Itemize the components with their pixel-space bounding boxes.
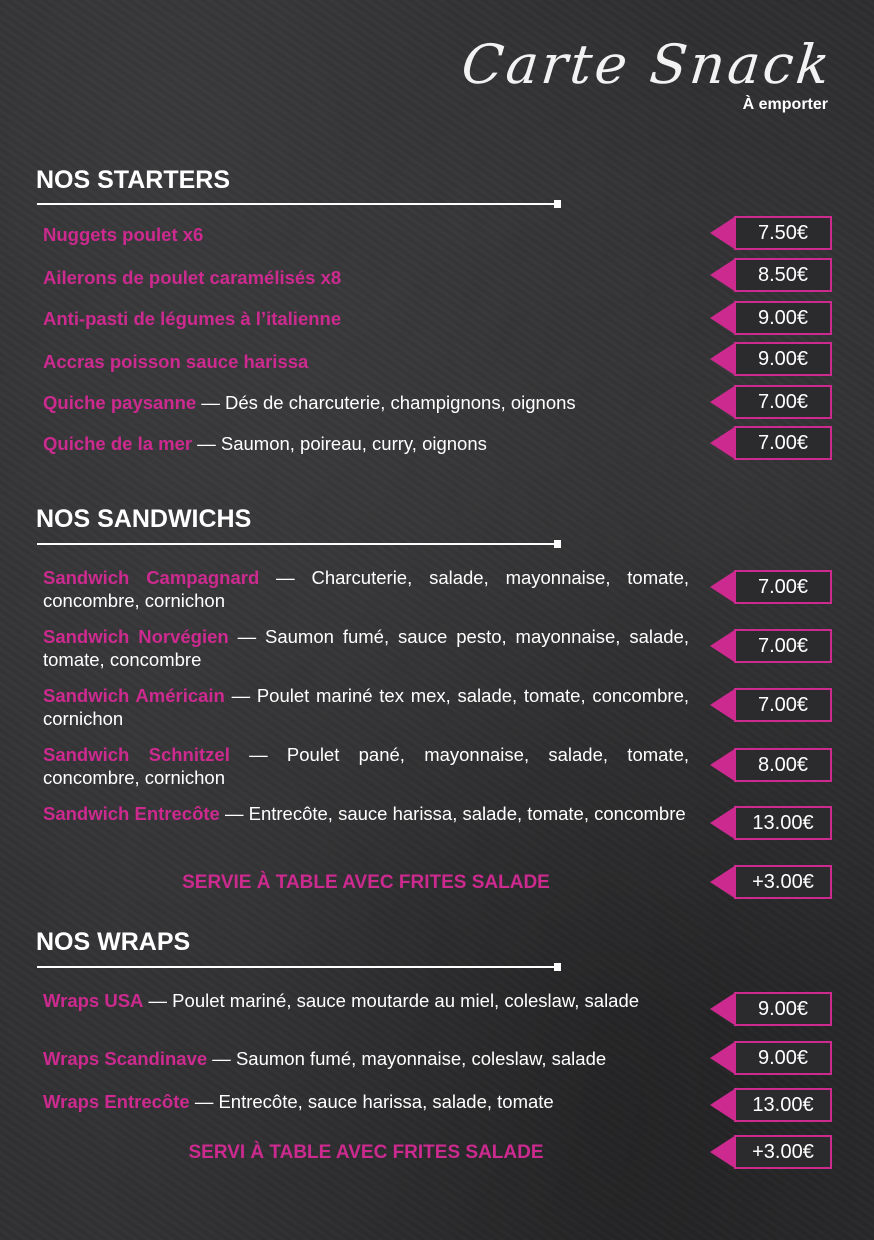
item-name: Nuggets poulet x6: [43, 224, 204, 245]
price-tag: [710, 216, 832, 250]
menu-item: [43, 802, 689, 825]
price-arrow-icon: [710, 385, 736, 419]
price-arrow-icon: [710, 258, 736, 292]
price-value: 7.00€: [734, 385, 832, 419]
price-value: 9.00€: [734, 301, 832, 335]
menu-item: [43, 1047, 689, 1070]
item-description: — Poulet pané, mayonnaise, salade, tomate, concombre, cornichon: [43, 744, 689, 788]
price-tag: [710, 301, 832, 335]
item-description: — Saumon fumé, mayonnaise, coleslaw, salade: [207, 1048, 607, 1069]
price-arrow-icon: [710, 216, 736, 250]
item-description: — Poulet mariné, sauce moutarde au miel, coleslaw, salade: [143, 990, 640, 1011]
price-arrow-icon: [710, 865, 736, 899]
item-description: — Saumon fumé, sauce pesto, mayonnaise, salade, tomate, concombre: [43, 626, 689, 670]
item-name: Wraps Entrecôte: [43, 1091, 190, 1112]
menu-item: [43, 989, 689, 1012]
menu-item: [43, 432, 689, 455]
price-arrow-icon: [710, 806, 736, 840]
price-tag: [710, 570, 832, 604]
logo: [458, 33, 836, 114]
item-description: — Saumon, poireau, curry, oignons: [192, 433, 487, 454]
price-arrow-icon: [710, 342, 736, 376]
price-arrow-icon: [710, 1135, 736, 1169]
item-description: — Charcuterie, salade, mayonnaise, tomate, concombre, cornichon: [43, 567, 689, 611]
section-divider: [37, 966, 557, 968]
item-name: Sandwich Campagnard: [43, 567, 260, 588]
price-value: +3.00€: [734, 865, 832, 899]
item-name: Quiche paysanne: [43, 392, 197, 413]
price-arrow-icon: [710, 1088, 736, 1122]
service-note: SERVIE À TABLE AVEC FRITES SALADE: [182, 872, 550, 893]
logo-title: Carte Snack: [458, 33, 836, 96]
section-title-wraps: NOS WRAPS: [36, 928, 191, 956]
price-value: 7.00€: [734, 570, 832, 604]
price-value: 8.50€: [734, 258, 832, 292]
price-tag: [710, 865, 832, 899]
service-note: SERVI À TABLE AVEC FRITES SALADE: [188, 1142, 544, 1163]
item-description: — Poulet mariné tex mex, salade, tomate, concombre, cornichon: [43, 685, 689, 729]
price-arrow-icon: [710, 301, 736, 335]
item-name: Quiche de la mer: [43, 433, 193, 454]
price-value: 7.00€: [734, 688, 832, 722]
section-title-sandwichs: NOS SANDWICHS: [36, 505, 252, 533]
menu-item: [43, 743, 689, 789]
price-tag: [710, 1041, 832, 1075]
menu-item: [43, 625, 689, 671]
price-tag: [710, 748, 832, 782]
price-tag: [710, 1135, 832, 1169]
menu-item: [43, 307, 689, 330]
menu-item: [43, 566, 689, 612]
price-tag: [710, 992, 832, 1026]
price-value: 13.00€: [734, 806, 832, 840]
price-arrow-icon: [710, 748, 736, 782]
menu-item: [43, 1090, 689, 1113]
section-divider: [37, 203, 557, 205]
price-value: 9.00€: [734, 1041, 832, 1075]
menu-item: [43, 350, 689, 373]
price-tag: [710, 385, 832, 419]
item-name: Sandwich Schnitzel: [43, 744, 230, 765]
menu-item: [43, 391, 689, 414]
price-tag: [710, 629, 832, 663]
item-name: Accras poisson sauce harissa: [43, 351, 309, 372]
item-name: Wraps Scandinave: [43, 1048, 208, 1069]
item-name: Wraps USA: [43, 990, 144, 1011]
section-divider: [37, 543, 557, 545]
item-name: Sandwich Entrecôte: [43, 803, 220, 824]
price-tag: [710, 342, 832, 376]
price-arrow-icon: [710, 570, 736, 604]
price-arrow-icon: [710, 992, 736, 1026]
price-value: 13.00€: [734, 1088, 832, 1122]
price-tag: [710, 1088, 832, 1122]
item-name: Sandwich Américain: [43, 685, 225, 706]
price-tag: [710, 806, 832, 840]
price-tag: [710, 426, 832, 460]
price-tag: [710, 688, 832, 722]
price-arrow-icon: [710, 629, 736, 663]
item-description: — Entrecôte, sauce harissa, salade, tomate: [189, 1091, 554, 1112]
item-description: — Dés de charcuterie, champignons, oignons: [196, 392, 576, 413]
price-value: 8.00€: [734, 748, 832, 782]
price-tag: [710, 258, 832, 292]
price-arrow-icon: [710, 688, 736, 722]
price-value: 7.00€: [734, 629, 832, 663]
price-value: 9.00€: [734, 342, 832, 376]
menu-item: [43, 266, 689, 289]
price-value: 7.50€: [734, 216, 832, 250]
price-value: 7.00€: [734, 426, 832, 460]
price-value: +3.00€: [734, 1135, 832, 1169]
menu-item: [43, 223, 689, 246]
logo-subtitle: À emporter: [742, 96, 828, 113]
price-arrow-icon: [710, 1041, 736, 1075]
section-title-starters: NOS STARTERS: [36, 166, 230, 194]
item-name: Ailerons de poulet caramélisés x8: [43, 267, 342, 288]
item-name: Anti-pasti de légumes à l’italienne: [43, 308, 342, 329]
item-name: Sandwich Norvégien: [43, 626, 229, 647]
menu-item: [43, 684, 689, 730]
price-arrow-icon: [710, 426, 736, 460]
item-description: — Entrecôte, sauce harissa, salade, tomate, concombre: [219, 803, 686, 824]
price-value: 9.00€: [734, 992, 832, 1026]
